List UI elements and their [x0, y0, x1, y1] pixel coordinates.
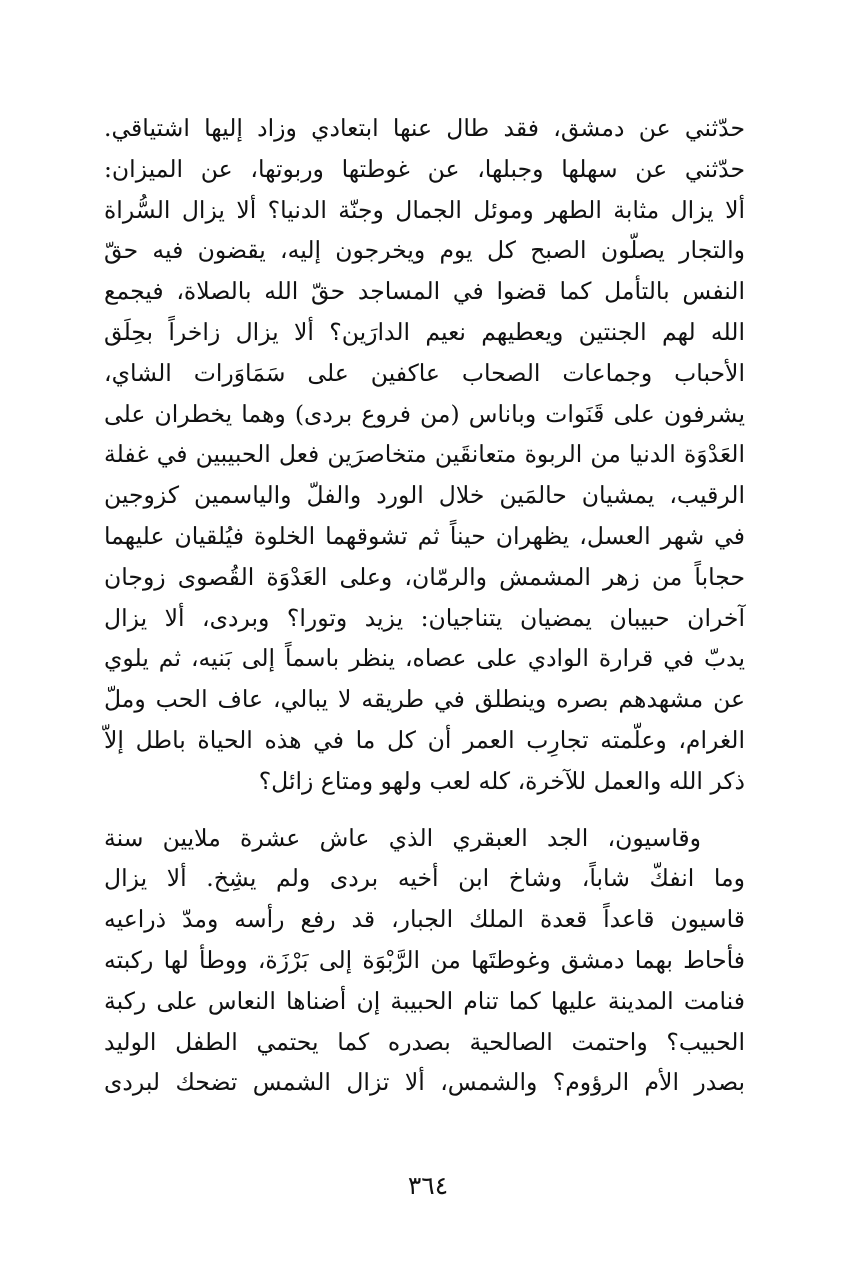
text-line: النفس بالتأمل كما قضوا في المساجد حقّ الله بالصلاة، فيجمع [104, 277, 745, 306]
text-line: العَدْوَة الدنيا من الربوة متعانقَين متخاصرَين فعل الحبيبين في غفلة [104, 440, 745, 469]
text-line: آخران حبيبان يمضيان يتناجيان: يزيد وتورا؟ وبردى، ألا يزال [104, 603, 745, 632]
text-line: في شهر العسل، يظهران حيناً ثم تشوقهما الخلوة فيُلقيان عليهما [104, 521, 745, 550]
paragraph-2 [104, 818, 745, 1104]
text-line: فأحاط بهما دمشق وغوطتَها من الرَّبْوَة إلى بَرْزَة، ووطأ لها ركبته [104, 945, 745, 974]
text-line: حدّثني عن سهلها وجبلها، عن غوطتها وربوتها، عن الميزان: [104, 154, 745, 183]
text-line: والتجار يصلّون الصبح كل يوم ويخرجون إليه، يقضون فيه حقّ [104, 236, 745, 265]
paragraph-1 [104, 108, 745, 802]
paragraph-spacer [104, 802, 745, 818]
text-line: الرقيب، يمشيان حالمَين خلال الورد والفلّ والياسمين كزوجين [104, 481, 745, 510]
text-line: عن مشهدهم بصره وينطلق في طريقه لا يبالي، عاف الحب وملّ [104, 685, 745, 714]
text-line: يدبّ في قرارة الوادي على عصاه، ينظر باسماً إلى بَنيه، ثم يلوي [104, 644, 745, 673]
text-line: الغرام، وعلّمته تجارِب العمر أن كل ما في هذه الحياة باطل إلاّ [104, 725, 745, 754]
text-line: قاسيون قاعداً قعدة الملك الجبار، قد رفع رأسه ومدّ ذراعيه [104, 905, 745, 934]
text-line: بصدر الأم الرؤوم؟ والشمس، ألا تزال الشمس تضحك لبردى [104, 1068, 745, 1097]
text-line: حجاباً من زهر المشمش والرمّان، وعلى العَدْوَة القُصوى زوجان [104, 562, 745, 591]
text-line: وما انفكّ شاباً، وشاخ ابن أخيه بردى ولم يشِخ. ألا يزال [104, 864, 745, 893]
text-line: فنامت المدينة عليها كما تنام الحبيبة إن أضناها النعاس على ركبة [104, 986, 745, 1015]
text-line: وقاسيون، الجد العبقري الذي عاش عشرة ملايين سنة [104, 823, 701, 852]
text-line: الأحباب وجماعات الصحاب عاكفين على سَمَاوَرات الشاي، [104, 358, 745, 387]
text-line: ذكر الله والعمل للآخرة، كله لعب ولهو ومتاع زائل؟ [258, 766, 745, 795]
body-text [104, 108, 745, 1103]
text-line: ألا يزال مثابة الطهر وموئل الجمال وجنّة الدنيا؟ ألا يزال السُّراة [104, 195, 745, 224]
text-line: حدّثني عن دمشق، فقد طال عنها ابتعادي وزاد إليها اشتياقي. [104, 114, 745, 142]
text-line: يشرفون على قَنَوات وباناس (من فروع بردى) وهما يخطران على [104, 399, 745, 428]
page-number: ٣٦٤ [407, 1171, 449, 1200]
text-line: الله لهم الجنتين ويعطيهم نعيم الدارَين؟ ألا يزال زاخراً بحِلَق [104, 317, 745, 346]
text-line: الحبيب؟ واحتمت الصالحية بصدره كما يحتمي الطفل الوليد [104, 1027, 745, 1056]
